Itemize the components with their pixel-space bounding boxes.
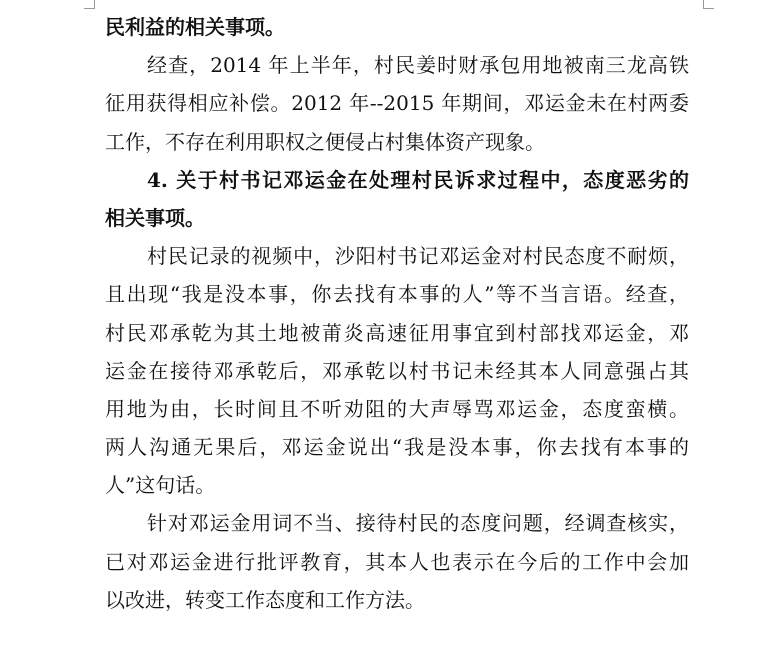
section-heading: 4. 关于村书记邓运金在处理村民诉求过程中，态度恶劣的 [147,167,689,192]
text-line: 两人沟通无果后，邓运金说出“我是没本事，你去找有本事的 [105,435,689,460]
text-line: 且出现“我是没本事，你去找有本事的人”等不当言语。经查， [105,282,689,307]
text-line: 针对邓运金用词不当、接待村民的态度问题，经调查核实， [147,511,689,536]
text-line: 民利益的相关事项。 [105,15,285,39]
text-line: 征用获得相应补偿。2012 年--2015 年期间，邓运金未在村两委 [105,91,689,116]
document-body [105,8,689,619]
text-line: 村民邓承乾为其土地被莆炎高速征用事宜到村部找邓运金，邓 [105,320,689,345]
text-line: 人”这句话。 [105,473,216,498]
top-left-margin-mark [84,0,95,9]
text-line: 经查，2014 年上半年，村民姜时财承包用地被南三龙高铁 [147,53,689,78]
text-line: 已对邓运金进行批评教育，其本人也表示在今后的工作中会加 [105,549,689,574]
text-line: 用地为由，长时间且不听劝阻的大声辱骂邓运金，态度蛮横。 [105,396,689,421]
text-line: 工作，不存在利用职权之便侵占村集体资产现象。 [105,129,545,154]
text-line: 运金在接待邓承乾后，邓承乾以村书记未经其本人同意强占其 [105,358,689,383]
text-line: 村民记录的视频中，沙阳村书记邓运金对村民态度不耐烦， [147,244,689,269]
section-heading: 相关事项。 [105,205,205,230]
top-right-margin-mark [703,0,714,9]
text-line: 以改进，转变工作态度和工作方法。 [105,587,425,612]
